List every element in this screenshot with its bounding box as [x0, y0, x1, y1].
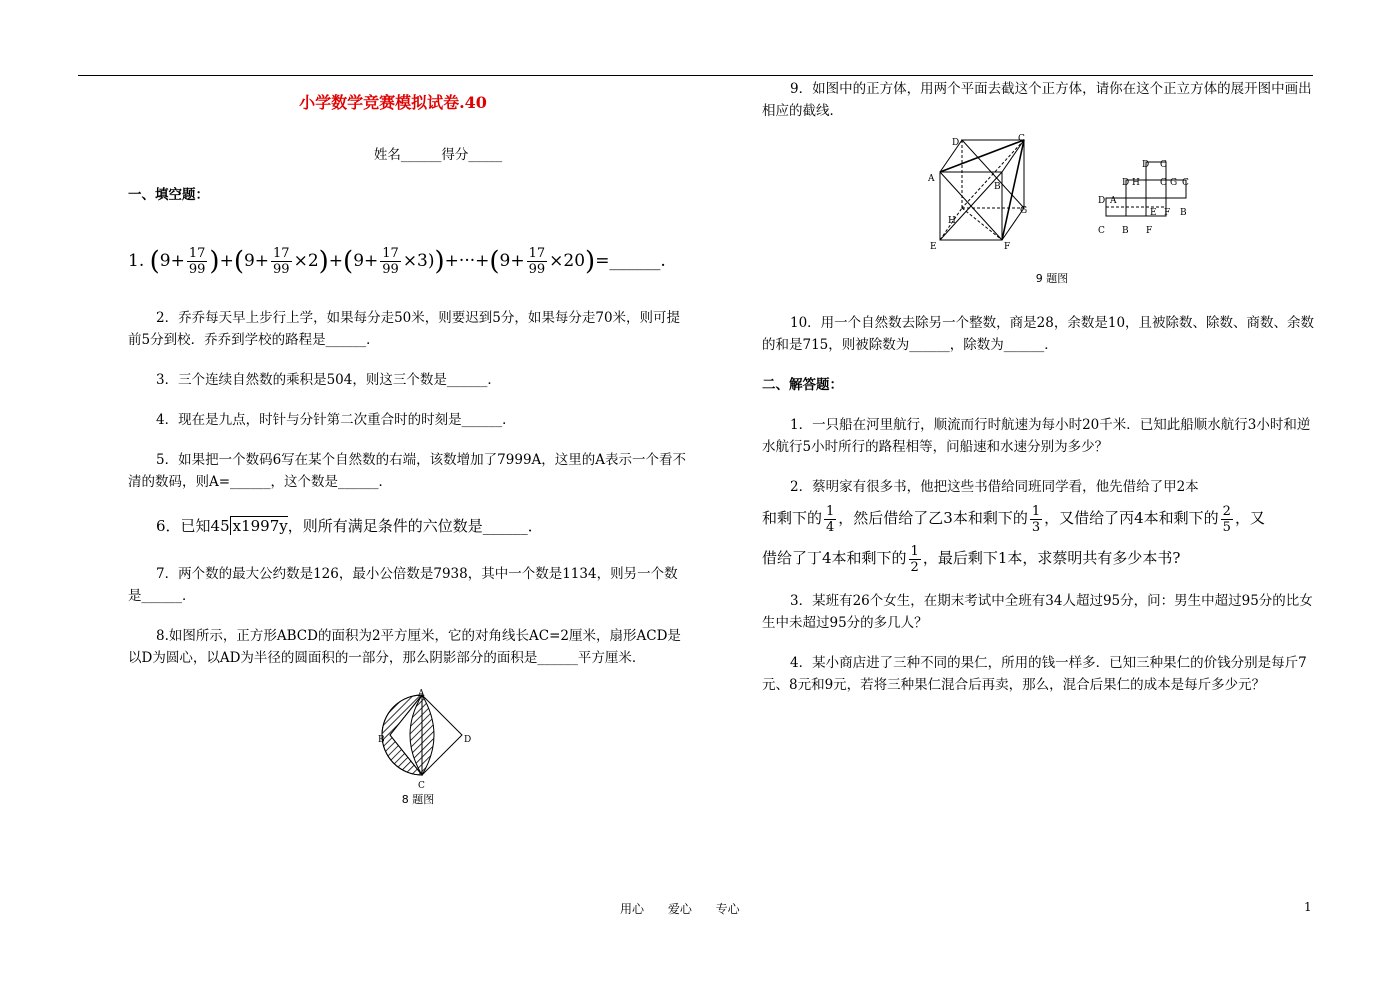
a2-line2 — [762, 498, 1315, 538]
q1-paren: ( — [343, 246, 354, 277]
q1-plus: + — [328, 251, 344, 271]
q1-frac-num: 17 — [273, 246, 290, 261]
question-9: 9．如图中的正方体，用两个平面去截这个正方体，请你在这个正立方体的展开图中画出相应的截线． — [762, 81, 1312, 119]
a2-text: 和剩下的 — [762, 509, 823, 527]
section-fill-in: 一、填空题： — [128, 187, 209, 203]
q1-dots: +···+ — [444, 251, 490, 271]
fig9-label-f: F — [1004, 242, 1011, 252]
a2-text: ，最后剩下1本，求蔡明共有多少本书? — [922, 549, 1181, 567]
fig8-label-d: D — [464, 735, 472, 745]
page-number: 1 — [1304, 900, 1312, 914]
q1-plus: + — [219, 251, 234, 271]
q1-frac-den: 99 — [188, 262, 206, 277]
a2-frac-num: 1 — [1031, 503, 1041, 519]
answer-question-4: 4．某小商店进了三种不同的果仁，所用的钱一样多．已知三种果仁的价钱分别是每斤7元、8元和9元，若将三种果仁混合后再卖，那么，混合后果仁的成本是每斤多少元？ — [762, 655, 1307, 693]
section-solve: 二、解答题： — [762, 377, 843, 393]
a2-line3 — [762, 538, 1315, 578]
fig9-label-h: H — [948, 216, 956, 226]
q1-paren: ) — [209, 246, 220, 277]
q1-frac-num: 17 — [188, 246, 206, 261]
q1-frac-den: 99 — [382, 262, 399, 277]
a2-line1: 2．蔡明家有很多书，他把这些书借给同班同学看，他先借给了甲2本 — [790, 479, 1199, 495]
answer-question-3: 3．某班有26个女生，在期末考试中全班有34人超过95分，问：男生中超过95分的比女生中未超过95分的多几人？ — [762, 593, 1313, 631]
a2-fraction — [1030, 504, 1042, 535]
net-label: G — [1170, 178, 1178, 188]
fig8-label-b: B — [378, 735, 385, 745]
net-label: C — [1160, 160, 1167, 170]
a2-fraction — [1221, 504, 1233, 535]
figure-8 — [128, 683, 688, 806]
question-7: 7．两个数的最大公约数是126，最小公倍数是7938，其中一个数是1134，则另一个数是______． — [128, 566, 678, 604]
q1-fraction — [527, 246, 548, 277]
a2-frac-den: 2 — [910, 559, 919, 575]
q1-frac-den: 99 — [273, 262, 290, 277]
net-label: B — [1122, 226, 1129, 236]
question-8: 8.如图所示，正方形ABCD的面积为2平方厘米，它的对角线长AC=2厘米，扇形ACD是以D为圆心，以AD为半径的圆面积的一部分，那么阴影部分的面积是______平方厘米． — [128, 628, 681, 666]
figure-9 — [762, 132, 1315, 292]
page-title: 小学数学竞赛模拟试卷.40 — [299, 93, 487, 112]
net-label: C — [1182, 178, 1189, 188]
net-label: D — [1122, 178, 1130, 188]
name-score-line: 姓名______得分_____ — [373, 147, 503, 163]
q1-fraction — [271, 246, 292, 277]
header-rule — [78, 75, 1313, 76]
net-label: C — [1098, 226, 1105, 236]
fig9-label-c: C — [1018, 134, 1025, 144]
q1-paren: ) — [585, 246, 596, 277]
a2-text: 借给了丁4本和剩下的 — [762, 549, 907, 567]
question-3: 3．三个连续自然数的乘积是504，则这三个数是______． — [156, 372, 501, 388]
net-label: C — [1160, 178, 1167, 188]
q1-frac-den: 99 — [528, 262, 546, 277]
net-label: F — [1146, 226, 1153, 236]
fig8-label-a: A — [418, 689, 425, 699]
net-label: F — [1164, 208, 1171, 218]
q1-paren: ) — [434, 246, 445, 277]
figure-8-diagram — [128, 683, 688, 783]
figure-9-caption: 9 题图 — [1035, 272, 1069, 285]
a2-frac-num: 1 — [910, 543, 919, 559]
net-label: H — [1132, 178, 1140, 188]
a2-frac-num: 1 — [826, 503, 835, 519]
net-label: D — [1098, 196, 1106, 206]
fig9-label-e: E — [930, 242, 937, 252]
a2-text: ，又 — [1234, 509, 1265, 527]
q1-term: 9+ — [159, 251, 185, 271]
answer-question-2 — [762, 476, 1315, 578]
a2-text: ，然后借给了乙3本和剩下的 — [838, 509, 1028, 527]
left-column — [128, 88, 688, 806]
q1-frac-num: 17 — [382, 246, 399, 261]
q1-paren: ) — [318, 246, 329, 277]
question-10: 10．用一个自然数去除另一个整数，商是28，余数是10，且被除数、除数、商数、余数的和是715，则被除数为______，除数为______． — [762, 315, 1315, 353]
q1-times: ×20 — [549, 251, 586, 271]
question-6 — [128, 515, 688, 537]
net-label: B — [1180, 208, 1187, 218]
fig9-label-g: G — [1020, 206, 1028, 216]
net-label: D — [1142, 160, 1150, 170]
figure-8-caption: 8 题图 — [401, 793, 435, 806]
a2-fraction — [824, 504, 836, 535]
q1-fraction — [187, 246, 208, 277]
q1-term: 9+ — [353, 251, 379, 271]
q1-paren: ( — [489, 246, 500, 277]
a2-fraction — [909, 544, 921, 575]
net-label: E — [1150, 208, 1157, 218]
answer-question-1: 1．一只船在河里航行，顺流而行时航速为每小时20千米．已知此船顺水航行3小时和逆水航行5小时所行的路程相等，问船速和水速分别为多少？ — [762, 417, 1311, 455]
q6-overline-number: x1997y — [230, 516, 288, 535]
q1-paren: ( — [233, 246, 244, 277]
fig9-label-d: D — [952, 138, 960, 148]
q1-times: ×3) — [402, 251, 435, 271]
q1-term: 9+ — [243, 251, 270, 271]
question-5: 5．如果把一个数码6写在某个自然数的右端，该数增加了7999A，这里的A表示一个看不清的数码，则A=______，这个数是______． — [128, 452, 687, 490]
q6-text-before: 6．已知45 — [156, 517, 230, 535]
fig8-label-c: C — [418, 781, 425, 791]
fig9-label-a: A — [928, 174, 935, 184]
a2-frac-den: 3 — [1031, 519, 1041, 535]
q1-paren: ( — [149, 246, 160, 277]
question-1 — [128, 246, 688, 277]
a2-frac-den: 5 — [1222, 519, 1231, 535]
page-footer: 用心 爱心 专心 — [620, 902, 740, 916]
question-2: 2．乔乔每天早上步行上学，如果每分走50米，则要迟到5分，如果每分走70米，则可提前5分到校．乔乔到学校的路程是______． — [128, 310, 681, 348]
q1-term: 9+ — [499, 251, 525, 271]
a2-frac-den: 4 — [826, 519, 835, 535]
fig9-label-b: B — [994, 182, 1001, 192]
question-4: 4．现在是九点，时针与分针第二次重合时的时刻是______． — [156, 412, 516, 428]
q6-text-after: ，则所有满足条件的六位数是______． — [287, 517, 543, 535]
q1-fraction — [380, 246, 401, 277]
q1-prefix: 1. — [128, 251, 145, 271]
q1-times: ×2 — [293, 251, 319, 271]
q1-answer-blank: =______. — [595, 251, 666, 271]
q1-frac-num: 17 — [528, 246, 546, 261]
a2-text: ，又借给了丙4本和剩下的 — [1044, 509, 1219, 527]
right-column — [762, 78, 1315, 696]
figure-9-diagram — [762, 132, 1315, 262]
net-label: A — [1110, 196, 1117, 206]
a2-frac-num: 2 — [1222, 503, 1231, 519]
